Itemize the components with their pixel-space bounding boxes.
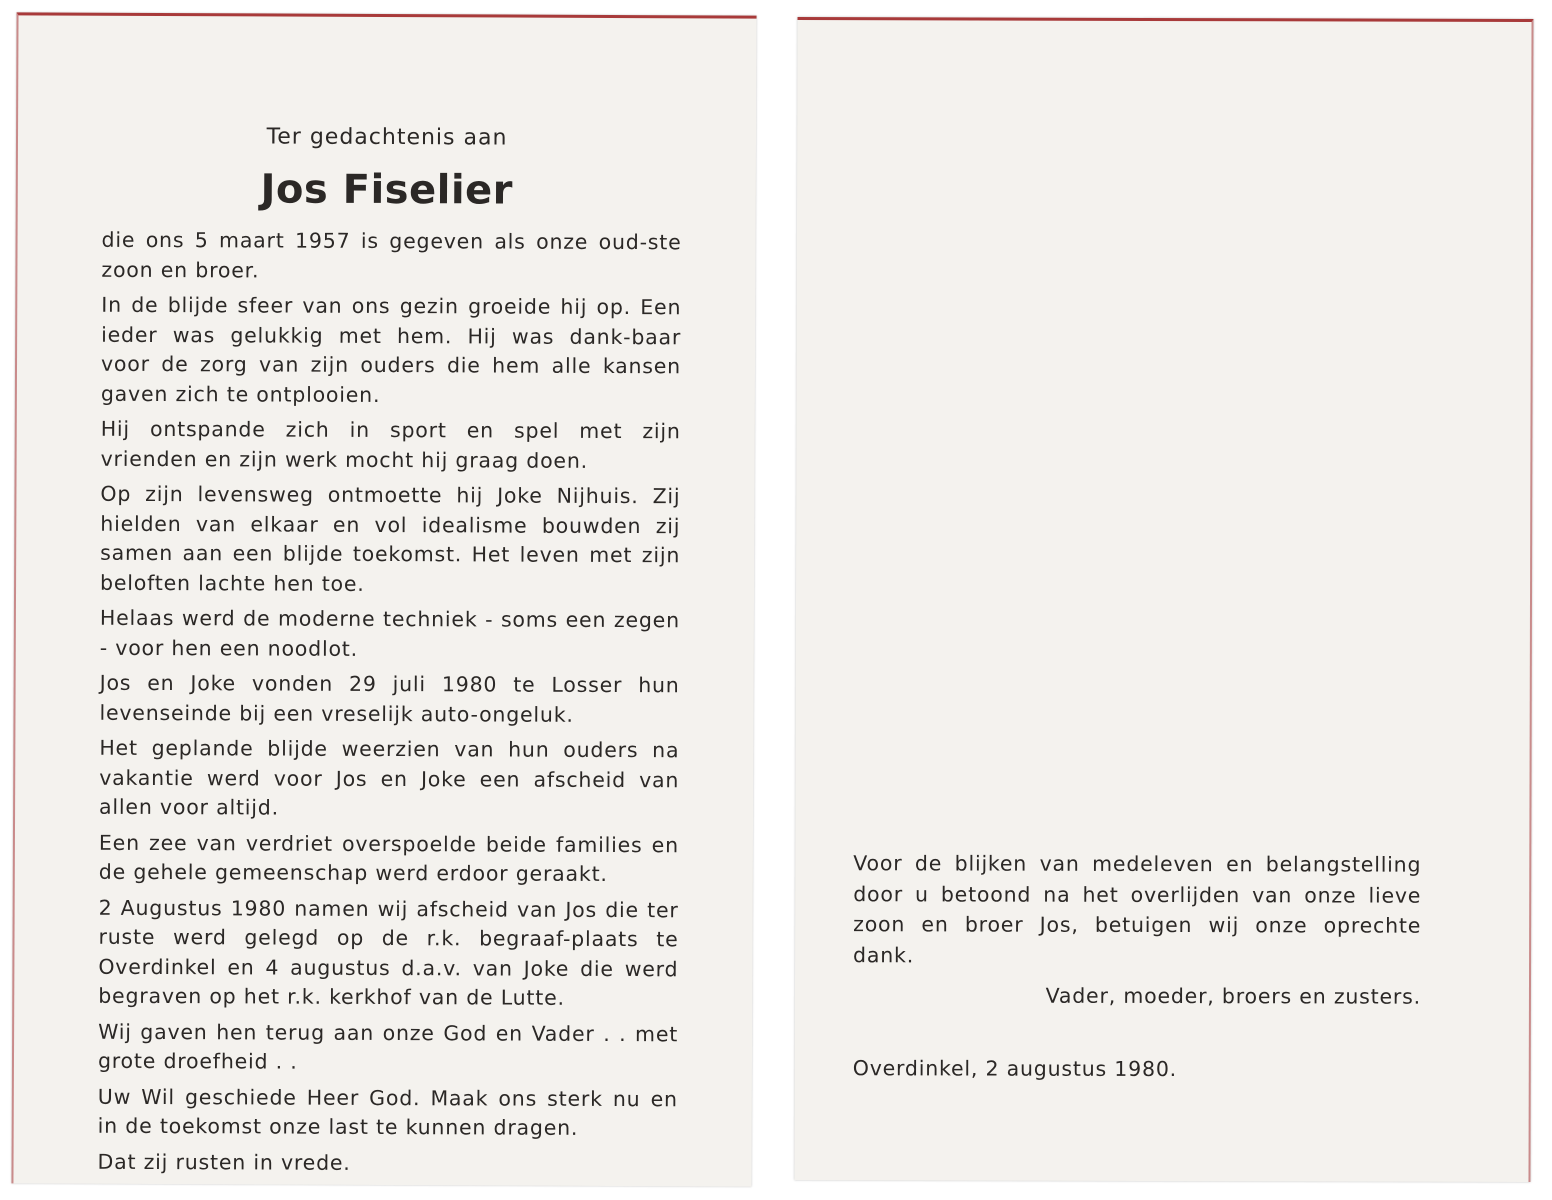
paragraph: Uw Wil geschiede Heer God. Maak ons sterk nu en in de toekomst onze last te kunnen dragen. [97,1084,678,1140]
thanks-block [853,848,1421,1012]
paragraph: Helaas werd de moderne techniek - soms een zegen - voor hen een noodlot. [99,605,680,661]
paragraph: die ons 5 maart 1957 is gegeven als onze oud-ste zoon en broer. [101,227,682,282]
paragraph: Dat zij rusten in vrede. [97,1149,351,1175]
deceased-name: Jos Fiselier [260,166,514,214]
paragraph: Wij gaven hen terug aan onze God en Vader . . met grote droefheid . . [97,1019,679,1074]
memorial-text [97,226,681,1186]
thanks-text: Voor de blijken van medeleven en belangstelling door u betoond na het overlijden van onze lieve zoon en broer Jos, betuigen wij onze oprechte dank. [853,851,1422,967]
memorial-card-front [11,12,756,1186]
place-date: Overdinkel, 2 augustus 1980. [852,1056,1178,1082]
paragraph: Jos en Joke vonden 29 juli 1980 te Losser hun levenseinde bij een vreselijk auto-ongeluk. [99,670,680,727]
paragraph: 2 Augustus 1980 namen wij afscheid van Jos die ter ruste werd gelegd op de r.k. begraaf-plaats te Overdinkel en 4 augustus d.a.v. van Joke die werd begraven op het r.k. kerkhof van de Lutte. [98,895,679,1010]
memorial-card-back [794,17,1533,1182]
memorial-heading: Ter gedachtenis aan [266,124,508,151]
family-signature: Vader, moeder, broers en zusters. [1045,983,1421,1009]
paragraph: Hij ontspande zich in sport en spel met zijn vrienden en zijn werk mocht hij graag doen. [100,416,681,473]
paragraph: In de blijde sfeer van ons gezin groeide hij op. Een ieder was gelukkig met hem. Hij was dank-baar voor de zorg van zijn ouders die hem alle kansen gaven zich te ontplooien. [100,292,682,407]
paragraph: Op zijn levensweg ontmoette hij Joke Nijhuis. Zij hielden van elkaar en vol idealisme bouwden zij samen aan een blijde toekomst. Het leven met zijn beloften lachte hen toe. [100,481,681,596]
paragraph: Een zee van verdriet overspoelde beide families en de gehele gemeenschap werd erdoor geraakt. [98,830,679,886]
paragraph: Het geplande blijde weerzien van hun ouders na vakantie werd voor Jos en Joke een afscheid van allen voor altijd. [99,735,680,820]
